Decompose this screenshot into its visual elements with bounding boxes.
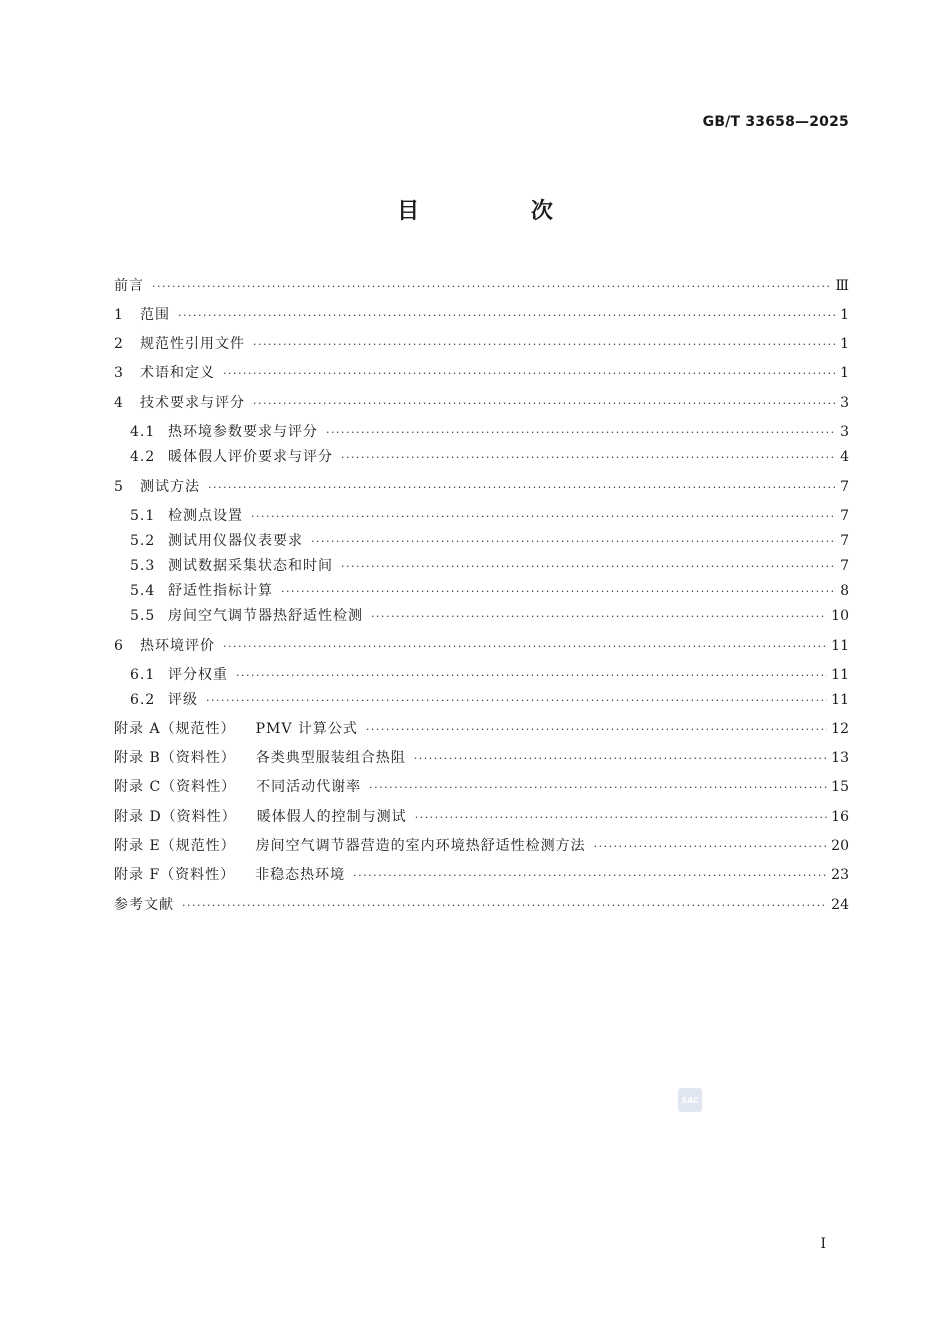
toc-entry-number: 附录 C（资料性）: [114, 779, 237, 795]
standard-code: GB/T 33658—2025: [702, 114, 849, 130]
toc-entry-number: 2: [114, 336, 124, 352]
toc-leader-dots: [253, 338, 836, 351]
toc-entry-number: 附录 F（资料性）: [114, 867, 236, 883]
toc-entry-label: 规范性引用文件: [140, 336, 245, 352]
toc-entry[interactable]: [114, 392, 849, 412]
toc-entry[interactable]: [114, 718, 849, 738]
toc-entry-label: 参考文献: [114, 897, 174, 913]
toc-entry[interactable]: [114, 362, 849, 382]
toc-entry-label: 房间空气调节器营造的室内环境热舒适性检测方法: [255, 838, 586, 854]
toc-entry-page: 1: [840, 365, 849, 381]
toc-entry-page: 7: [840, 479, 849, 495]
toc-entry-title: [114, 476, 200, 496]
toc-entry[interactable]: [114, 476, 849, 496]
toc-entry-page: 16: [831, 809, 849, 825]
toc-entry-number: 4.1: [130, 424, 156, 440]
toc-leader-dots: [178, 309, 836, 322]
toc-entry[interactable]: [114, 275, 849, 295]
toc-leader-dots: [206, 694, 827, 707]
toc-entry-number: 附录 A（规范性）: [114, 721, 236, 737]
toc-entry-page: 11: [831, 638, 849, 654]
toc-entry[interactable]: [114, 580, 849, 600]
sac-watermark-logo: SAC: [678, 1088, 702, 1112]
toc-leader-dots: [236, 669, 827, 682]
toc-entry-number: 5.4: [130, 583, 156, 599]
toc-entry[interactable]: [114, 747, 849, 767]
toc-entry-page: 15: [831, 779, 849, 795]
toc-entry-number: 6: [114, 638, 124, 654]
toc-entry-number: 4: [114, 395, 124, 411]
toc-entry-page: 12: [831, 721, 849, 737]
toc-entry-number: 6.1: [130, 667, 156, 683]
toc-leader-dots: [223, 367, 836, 380]
toc-entry-page: 11: [831, 692, 849, 708]
toc-entry-title: [114, 894, 174, 914]
toc-entry-label: 舒适性指标计算: [168, 583, 273, 599]
toc-leader-dots: [281, 585, 836, 598]
toc-leader-dots: [366, 723, 827, 736]
toc-entry-label: 热环境评价: [140, 638, 215, 654]
toc-entry-label: 评级: [168, 692, 198, 708]
page-title: 目 次: [397, 198, 605, 224]
toc-entry-number: 6.2: [130, 692, 156, 708]
toc-entry[interactable]: [114, 776, 849, 796]
toc-leader-dots: [341, 560, 836, 573]
toc-entry-title: [114, 864, 345, 884]
toc-entry-label: 测试用仪器仪表要求: [168, 533, 303, 549]
toc-entry-title: [130, 689, 198, 709]
toc-entry-label: 测试方法: [140, 479, 200, 495]
toc-entry-label: 评分权重: [168, 667, 228, 683]
toc-entry-title: [130, 421, 318, 441]
toc-entry-title: [130, 580, 273, 600]
toc-entry-page: 3: [840, 395, 849, 411]
toc-leader-dots: [152, 280, 831, 293]
toc-entry-number: 附录 D（资料性）: [114, 809, 237, 825]
toc-entry-title: [114, 806, 407, 826]
toc-entry-page: 7: [840, 558, 849, 574]
toc-entry-number: 5.5: [130, 608, 156, 624]
toc-entry-label: 热环境参数要求与评分: [168, 424, 318, 440]
toc-leader-dots: [369, 781, 827, 794]
toc-entry-number: 附录 B（资料性）: [114, 750, 236, 766]
toc-entry-number: 5: [114, 479, 124, 495]
toc-entry-page: 24: [831, 897, 849, 913]
toc-leader-dots: [253, 397, 836, 410]
toc-leader-dots: [341, 451, 836, 464]
toc-entry-page: 10: [831, 608, 849, 624]
toc-entry-page: 20: [831, 838, 849, 854]
toc-entry-label: 暖体假人的控制与测试: [256, 809, 407, 825]
toc-leader-dots: [311, 535, 836, 548]
toc-leader-dots: [182, 899, 827, 912]
toc-entry-title: [114, 333, 245, 353]
toc-entry-number: 5.2: [130, 533, 156, 549]
toc-leader-dots: [208, 481, 836, 494]
toc-entry-page: 1: [840, 307, 849, 323]
toc-entry[interactable]: [114, 333, 849, 353]
toc-leader-dots: [415, 811, 827, 824]
toc-entry-title: [114, 635, 215, 655]
toc-leader-dots: [251, 510, 836, 523]
toc-entry-number: 附录 E（规范性）: [114, 838, 236, 854]
toc-leader-dots: [326, 426, 836, 439]
toc-entry-label: PMV 计算公式: [255, 721, 358, 737]
toc-entry-title: [130, 555, 333, 575]
toc-entry-title: [130, 446, 333, 466]
toc-entry[interactable]: [114, 446, 849, 466]
toc-entry[interactable]: [114, 635, 849, 655]
toc-entry[interactable]: [114, 605, 849, 625]
toc-entry-title: [114, 362, 215, 382]
toc-entry-page: 3: [840, 424, 849, 440]
toc-entry-label: 房间空气调节器热舒适性检测: [168, 608, 363, 624]
toc-leader-dots: [371, 610, 827, 623]
toc-entry-number: 1: [114, 307, 124, 323]
toc-entry-label: 非稳态热环境: [255, 867, 346, 883]
toc-entry-number: 3: [114, 365, 124, 381]
toc-entry[interactable]: [114, 664, 849, 684]
toc-entry[interactable]: [114, 894, 849, 914]
toc-entry-label: 各类典型服装组合热阻: [255, 750, 406, 766]
toc-leader-dots: [223, 640, 827, 653]
toc-leader-dots: [414, 752, 827, 765]
toc-entry-label: 不同活动代谢率: [256, 779, 362, 795]
toc-entry-page: 11: [831, 667, 849, 683]
toc-entry-title: [114, 747, 406, 767]
toc-entry[interactable]: [114, 864, 849, 884]
toc-entry-page: 8: [840, 583, 849, 599]
toc-entry-label: 技术要求与评分: [140, 395, 245, 411]
page-number: Ⅰ: [820, 1236, 826, 1252]
toc-leader-dots: [353, 869, 827, 882]
toc-entry[interactable]: [114, 806, 849, 826]
toc-entry-title: [114, 392, 245, 412]
toc-entry-label: 测试数据采集状态和时间: [168, 558, 333, 574]
toc-entry-page: 13: [831, 750, 849, 766]
toc-entry-title: [114, 776, 361, 796]
toc-leader-dots: [594, 840, 828, 853]
toc-entry-label: 术语和定义: [140, 365, 215, 381]
toc-entry-page: Ⅲ: [835, 278, 849, 294]
toc-entry-label: 检测点设置: [168, 508, 243, 524]
toc-entry-title: [114, 718, 358, 738]
toc-entry-label: 暖体假人评价要求与评分: [168, 449, 333, 465]
toc-entry-page: 7: [840, 533, 849, 549]
toc-entry-title: [114, 304, 170, 324]
toc-entry[interactable]: [114, 530, 849, 550]
toc-entry[interactable]: [114, 835, 849, 855]
toc-entry-title: [130, 530, 303, 550]
toc-entry-page: 23: [831, 867, 849, 883]
toc-entry[interactable]: [114, 689, 849, 709]
toc-entry-number: 4.2: [130, 449, 156, 465]
toc-entry-label: 范围: [140, 307, 170, 323]
toc-entry[interactable]: [114, 304, 849, 324]
toc-entry-title: [114, 275, 144, 295]
toc-entry-title: [114, 835, 586, 855]
toc-entry-title: [130, 605, 363, 625]
toc-entry-page: 4: [840, 449, 849, 465]
toc-entry-title: [130, 664, 228, 684]
toc-entry[interactable]: [114, 505, 849, 525]
toc-entry-page: 1: [840, 336, 849, 352]
toc-entry-title: [130, 505, 243, 525]
toc-entry[interactable]: [114, 555, 849, 575]
toc-entry-page: 7: [840, 508, 849, 524]
toc-entry-number: 5.3: [130, 558, 156, 574]
toc-entry[interactable]: [114, 421, 849, 441]
toc-entry-label: 前言: [114, 278, 144, 294]
toc-entry-number: 5.1: [130, 508, 156, 524]
